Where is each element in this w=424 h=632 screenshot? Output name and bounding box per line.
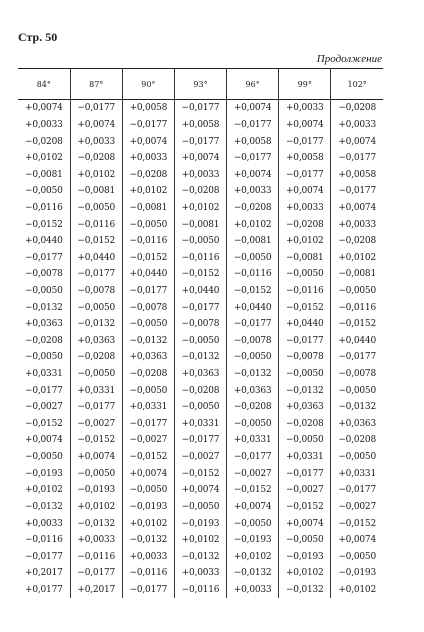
table-cell: −0,0193 — [227, 532, 279, 549]
table-cell: −0,0152 — [122, 249, 174, 266]
table-cell: −0,0081 — [331, 266, 383, 283]
table-cell: −0,0152 — [25, 418, 63, 429]
table-cell: −0,0078 — [122, 299, 174, 316]
table-row — [18, 216, 383, 233]
table-cell: +0,0102 — [331, 582, 383, 599]
table-cell: +0,0033 — [174, 565, 226, 582]
table-header-row — [18, 69, 383, 100]
table-cell: +0,0033 — [279, 100, 331, 117]
table-row — [18, 233, 383, 250]
table-cell: −0,0177 — [227, 117, 279, 134]
table-cell: +0,0440 — [70, 249, 122, 266]
table-cell: +0,0033 — [122, 150, 174, 167]
table-cell: +0,0074 — [331, 532, 383, 549]
table-cell: −0,0116 — [122, 233, 174, 250]
table-cell: +0,0102 — [70, 166, 122, 183]
values-table — [18, 68, 383, 598]
table-row — [18, 150, 383, 167]
table-cell: +0,0074 — [331, 200, 383, 217]
table-cell: −0,0177 — [70, 399, 122, 416]
table-cell: +0,0440 — [174, 283, 226, 300]
table-cell: −0,0208 — [70, 349, 122, 366]
table-cell: +0,0058 — [174, 117, 226, 134]
table-cell: −0,0132 — [174, 548, 226, 565]
table-cell: −0,0177 — [25, 551, 63, 562]
table-cell: −0,0027 — [174, 449, 226, 466]
table-cell: −0,0193 — [122, 499, 174, 516]
table-cell: −0,0050 — [227, 416, 279, 433]
table-cell: +0,0074 — [122, 465, 174, 482]
table-cell: +0,2017 — [70, 582, 122, 599]
table-cell: −0,0050 — [331, 382, 383, 399]
table-row — [18, 316, 383, 333]
table-cell: −0,0132 — [70, 316, 122, 333]
table-cell: −0,0193 — [174, 515, 226, 532]
table-cell: −0,0177 — [331, 349, 383, 366]
table-cell: +0,0074 — [122, 133, 174, 150]
table-cell: +0,0074 — [25, 103, 63, 114]
table-cell: −0,0152 — [25, 219, 63, 230]
table-cell: −0,0027 — [70, 416, 122, 433]
table-row — [18, 582, 383, 599]
table-row — [18, 183, 383, 200]
table-body — [18, 100, 383, 599]
table-cell: −0,0078 — [70, 283, 122, 300]
table-row — [18, 200, 383, 217]
table-row — [18, 100, 383, 117]
table-cell: −0,0152 — [70, 233, 122, 250]
table-cell: +0,0440 — [122, 266, 174, 283]
table-cell: −0,0177 — [331, 150, 383, 167]
table-cell: −0,0050 — [174, 333, 226, 350]
table-cell: +0,0363 — [227, 382, 279, 399]
table-cell: −0,0208 — [122, 366, 174, 383]
table-cell: −0,0050 — [25, 286, 63, 296]
table-cell: −0,0177 — [122, 416, 174, 433]
table-cell: +0,0058 — [227, 133, 279, 150]
table-cell: +0,0033 — [227, 582, 279, 599]
table-cell: +0,0363 — [279, 399, 331, 416]
table-row — [18, 399, 383, 416]
table-cell: −0,0027 — [279, 482, 331, 499]
table-cell: −0,0152 — [174, 465, 226, 482]
table-row — [18, 366, 383, 383]
table-cell: −0,0116 — [25, 535, 63, 546]
table-row — [18, 532, 383, 549]
table-cell: +0,0102 — [25, 153, 63, 164]
column-header: 84° — [18, 69, 70, 100]
table-row — [18, 166, 383, 183]
table-cell: +0,0102 — [122, 515, 174, 532]
table-row — [18, 283, 383, 300]
table-cell: +0,0074 — [279, 117, 331, 134]
table-cell: −0,0132 — [279, 382, 331, 399]
table-cell: −0,0116 — [174, 249, 226, 266]
table-cell: +0,0058 — [122, 100, 174, 117]
table-row — [18, 565, 383, 582]
table-cell: −0,0177 — [331, 183, 383, 200]
table-cell: +0,0102 — [331, 249, 383, 266]
table-cell: −0,0027 — [331, 499, 383, 516]
table-cell: −0,0116 — [70, 216, 122, 233]
table-cell: −0,0208 — [331, 100, 383, 117]
table-cell: −0,0050 — [122, 316, 174, 333]
table-cell: −0,0081 — [279, 249, 331, 266]
table-cell: −0,0050 — [279, 366, 331, 383]
table-cell: −0,0152 — [227, 283, 279, 300]
table-cell: −0,0208 — [279, 216, 331, 233]
table-cell: −0,0177 — [227, 449, 279, 466]
table-cell: +0,0074 — [174, 150, 226, 167]
page-number-label: Стр. 50 — [18, 30, 58, 44]
table-cell: −0,0116 — [174, 582, 226, 599]
table-cell: +0,0074 — [279, 515, 331, 532]
table-row — [18, 515, 383, 532]
table-cell: −0,0193 — [331, 565, 383, 582]
table-cell: −0,0078 — [227, 333, 279, 350]
table-cell: −0,0177 — [227, 316, 279, 333]
table-cell: −0,0050 — [174, 399, 226, 416]
table-cell: −0,0027 — [25, 402, 63, 413]
table-cell: +0,0440 — [279, 316, 331, 333]
table-cell: +0,0363 — [331, 416, 383, 433]
table-cell: −0,0177 — [227, 150, 279, 167]
table-row — [18, 333, 383, 350]
table-row — [18, 133, 383, 150]
table-row — [18, 349, 383, 366]
table-cell: +0,0033 — [174, 166, 226, 183]
table-cell: −0,0132 — [174, 349, 226, 366]
table-cell: +0,0440 — [227, 299, 279, 316]
table-cell: +0,0102 — [227, 216, 279, 233]
table-cell: −0,0050 — [70, 200, 122, 217]
table-cell: −0,0208 — [174, 382, 226, 399]
table-cell: +0,0074 — [227, 100, 279, 117]
table-cell: −0,0177 — [122, 117, 174, 134]
table-cell: −0,0081 — [25, 169, 63, 180]
table-cell: −0,0132 — [122, 532, 174, 549]
table-cell: −0,0050 — [227, 349, 279, 366]
table-row — [18, 266, 383, 283]
table-cell: −0,0177 — [279, 333, 331, 350]
table-cell: −0,0050 — [25, 186, 63, 197]
table-cell: +0,0033 — [25, 518, 63, 529]
table-cell: +0,0331 — [25, 369, 63, 380]
table-cell: −0,0177 — [122, 582, 174, 599]
table-cell: −0,0050 — [227, 515, 279, 532]
table-cell: −0,0050 — [122, 482, 174, 499]
table-cell: +0,0033 — [70, 133, 122, 150]
table-cell: −0,0116 — [25, 202, 63, 213]
table-cell: −0,0116 — [331, 299, 383, 316]
table-cell: −0,0177 — [279, 465, 331, 482]
table-cell: +0,0331 — [279, 449, 331, 466]
table-cell: +0,0058 — [279, 150, 331, 167]
table-cell: −0,0078 — [25, 269, 63, 280]
table-cell: −0,0050 — [331, 548, 383, 565]
table-cell: −0,0050 — [25, 452, 63, 463]
table-cell: +0,0102 — [174, 532, 226, 549]
table-cell: −0,0050 — [70, 465, 122, 482]
table-cell: +0,0331 — [174, 416, 226, 433]
table-cell: −0,0152 — [331, 316, 383, 333]
table-row — [18, 249, 383, 266]
table-cell: +0,0074 — [227, 499, 279, 516]
table-cell: +0,0074 — [331, 133, 383, 150]
table-cell: −0,0132 — [122, 333, 174, 350]
table-cell: −0,0050 — [279, 432, 331, 449]
table-cell: −0,0208 — [227, 399, 279, 416]
table-cell: +0,0102 — [70, 499, 122, 516]
table-cell: −0,0177 — [331, 482, 383, 499]
table-cell: +0,0033 — [331, 117, 383, 134]
table-row — [18, 416, 383, 433]
table-cell: +0,0074 — [174, 482, 226, 499]
table-cell: −0,0050 — [70, 366, 122, 383]
table-cell: −0,0193 — [25, 468, 63, 479]
column-header: 96° — [227, 69, 279, 100]
table-cell: −0,0116 — [70, 548, 122, 565]
table-cell: −0,0177 — [174, 432, 226, 449]
table-cell: −0,0050 — [122, 382, 174, 399]
column-header: 102° — [331, 69, 383, 100]
table-cell: −0,0208 — [70, 150, 122, 167]
table-cell: −0,0050 — [174, 233, 226, 250]
table-cell: −0,0152 — [70, 432, 122, 449]
table-cell: −0,0078 — [174, 316, 226, 333]
table-cell: −0,0152 — [331, 515, 383, 532]
table-cell: −0,0027 — [122, 432, 174, 449]
table-row — [18, 299, 383, 316]
table-cell: −0,0193 — [70, 482, 122, 499]
table-cell: −0,0208 — [174, 183, 226, 200]
table-cell: −0,0050 — [279, 266, 331, 283]
table-cell: +0,0074 — [70, 117, 122, 134]
table-cell: −0,0081 — [174, 216, 226, 233]
table-cell: −0,0152 — [227, 482, 279, 499]
table-cell: +0,0177 — [25, 584, 63, 595]
table-cell: −0,0177 — [279, 133, 331, 150]
continuation-label: Продолжение — [316, 53, 382, 65]
table-cell: +0,0033 — [25, 119, 63, 130]
table-row — [18, 432, 383, 449]
table-row — [18, 465, 383, 482]
table-cell: −0,0177 — [279, 166, 331, 183]
table-cell: −0,0050 — [227, 249, 279, 266]
table-cell: +0,0102 — [122, 183, 174, 200]
table-cell: +0,0363 — [25, 319, 63, 330]
table-row — [18, 499, 383, 516]
table-cell: −0,0050 — [279, 532, 331, 549]
table-cell: +0,0102 — [25, 485, 63, 496]
table-cell: +0,0033 — [227, 183, 279, 200]
table-cell: −0,0050 — [174, 499, 226, 516]
table-cell: −0,0050 — [331, 449, 383, 466]
table-cell: −0,0177 — [174, 299, 226, 316]
table-cell: −0,0132 — [227, 366, 279, 383]
column-header: 90° — [122, 69, 174, 100]
table-cell: −0,0177 — [25, 252, 63, 263]
table-cell: −0,0078 — [331, 366, 383, 383]
table-cell: −0,0078 — [279, 349, 331, 366]
table-cell: +0,0074 — [25, 435, 63, 446]
table-cell: +0,0331 — [122, 399, 174, 416]
table-cell: +0,0102 — [279, 233, 331, 250]
table-cell: −0,0050 — [70, 299, 122, 316]
table-cell: +0,0363 — [122, 349, 174, 366]
table-cell: −0,0132 — [25, 501, 63, 512]
table-cell: −0,0132 — [25, 302, 63, 313]
table-cell: −0,0116 — [227, 266, 279, 283]
table-cell: +0,0074 — [279, 183, 331, 200]
table-cell: +0,0102 — [174, 200, 226, 217]
table-cell: −0,0152 — [174, 266, 226, 283]
table-cell: +0,0058 — [331, 166, 383, 183]
table-cell: −0,0132 — [227, 565, 279, 582]
table-row — [18, 482, 383, 499]
table-cell: +0,0440 — [25, 236, 63, 247]
table-cell: −0,0208 — [279, 416, 331, 433]
table-cell: −0,0132 — [70, 515, 122, 532]
table-cell: −0,0177 — [174, 133, 226, 150]
table-row — [18, 548, 383, 565]
table-cell: −0,0081 — [227, 233, 279, 250]
column-header: 87° — [70, 69, 122, 100]
table-cell: −0,0081 — [70, 183, 122, 200]
table-cell: −0,0208 — [25, 136, 63, 147]
table-cell: +0,0331 — [331, 465, 383, 482]
table-cell: −0,0177 — [122, 283, 174, 300]
table-cell: +0,0033 — [279, 200, 331, 217]
table-cell: +0,0331 — [227, 432, 279, 449]
table-cell: −0,0116 — [122, 565, 174, 582]
table-row — [18, 449, 383, 466]
table-cell: −0,0177 — [70, 266, 122, 283]
table-cell: −0,0208 — [331, 432, 383, 449]
table-cell: −0,0027 — [227, 465, 279, 482]
column-header: 93° — [174, 69, 226, 100]
table-cell: −0,0116 — [279, 283, 331, 300]
table-cell: −0,0152 — [279, 299, 331, 316]
table-cell: −0,0208 — [25, 335, 63, 346]
table-cell: +0,0033 — [122, 548, 174, 565]
table-row — [18, 382, 383, 399]
table-cell: −0,0132 — [331, 399, 383, 416]
table-cell: −0,0152 — [279, 499, 331, 516]
table-cell: +0,0440 — [331, 333, 383, 350]
table-cell: +0,0074 — [70, 449, 122, 466]
column-header: 99° — [279, 69, 331, 100]
table-row — [18, 117, 383, 134]
table-cell: +0,0363 — [174, 366, 226, 383]
table-cell: −0,0081 — [122, 200, 174, 217]
table-cell: −0,0132 — [279, 582, 331, 599]
table-cell: −0,0193 — [279, 548, 331, 565]
table-cell: −0,0152 — [122, 449, 174, 466]
table-cell: +0,0033 — [331, 216, 383, 233]
table-cell: −0,0177 — [174, 100, 226, 117]
table-cell: −0,0177 — [70, 100, 122, 117]
table-cell: +0,0074 — [227, 166, 279, 183]
table-cell: +0,2017 — [25, 568, 63, 579]
table-cell: −0,0208 — [227, 200, 279, 217]
table-cell: −0,0177 — [25, 385, 63, 396]
table-cell: −0,0177 — [70, 565, 122, 582]
table-cell: +0,0331 — [70, 382, 122, 399]
table-cell: +0,0102 — [227, 548, 279, 565]
table-cell: −0,0050 — [25, 352, 63, 363]
table-cell: +0,0033 — [70, 532, 122, 549]
table-cell: −0,0050 — [331, 283, 383, 300]
table-cell: −0,0050 — [122, 216, 174, 233]
table-cell: +0,0102 — [279, 565, 331, 582]
table-cell: −0,0208 — [331, 233, 383, 250]
table-cell: +0,0363 — [70, 333, 122, 350]
table-cell: −0,0208 — [122, 166, 174, 183]
